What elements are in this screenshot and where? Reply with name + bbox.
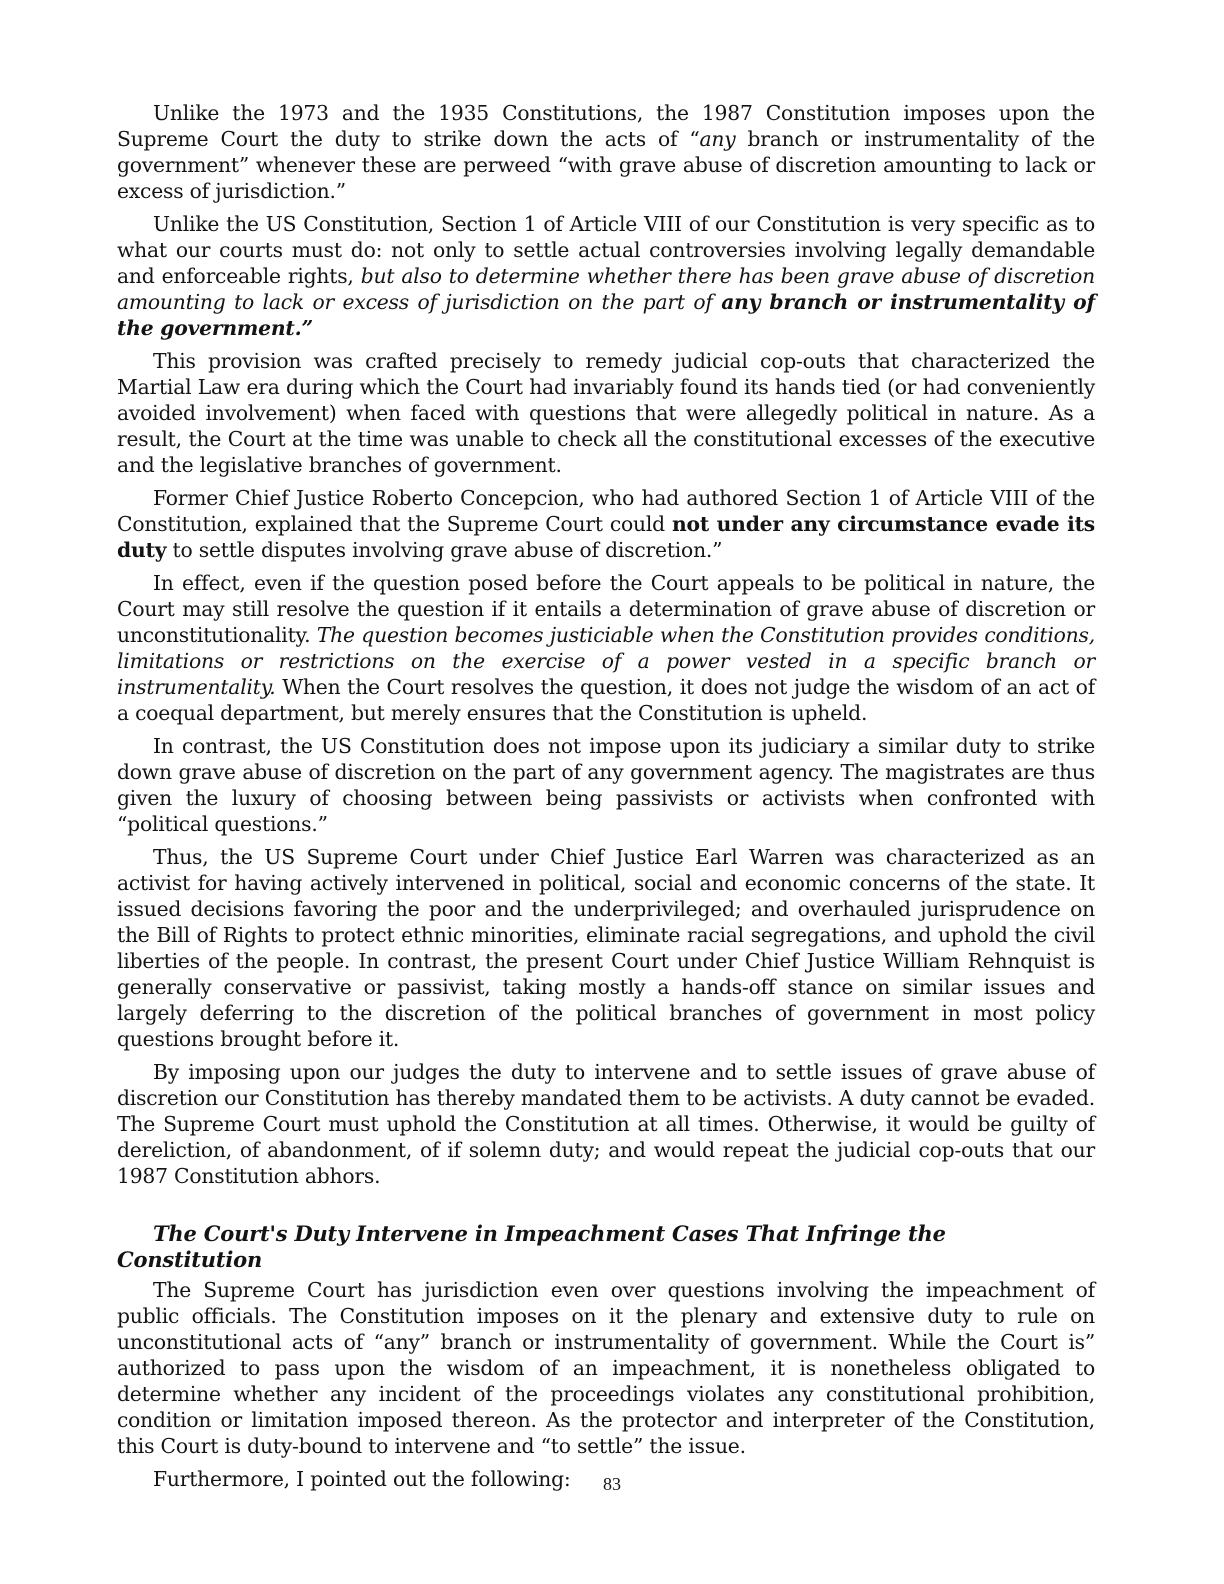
text-run: The question becomes justiciable when the Constitution provides conditions, limitations or restrictions on the exercise of a power vested in a specific branch or instrumentality. [117,623,1095,699]
paragraph [117,570,1095,726]
text-run: Unlike the US Constitution, Section 1 of Article VIII of our Constitution is very specific as to what our courts must do: not only to settle actual controversies involving legally demandable and enforceable rights, [117,212,1095,288]
text-run: This provision was crafted precisely to remedy judicial cop-outs that characterized the Martial Law era during which the Court had invariably found its hands tied (or had conveniently avoided involvement) when faced with questions that were allegedly political in nature. As a result, the Court at the time was unable to check all the constitutional excesses of the executive and the legislative branches of government. [117,349,1095,477]
text-run: branch or instrumentality of the government” whenever these are perweed “with grave abuse of discretion amounting to lack or excess of jurisdiction.” [117,127,1095,203]
text-run: In contrast, the US Constitution does not impose upon its judiciary a similar duty to strike down grave abuse of discretion on the part of any government agency. The magistrates are thus given the luxury of choosing between being passivists or activists when confronted with “political questions.” [117,734,1095,836]
text-run: Furthermore, I pointed out the following: [153,1467,571,1491]
text-run: Thus, the US Supreme Court under Chief Justice Earl Warren was characterized as an activist for having actively intervened in political, social and economic concerns of the state. It issued decisions favoring the poor and the underprivileged; and overhauled jurisprudence on the Bill of Rights to protect ethnic minorities, eliminate racial segregations, and uphold the civil liberties of the people. In contrast, the present Court under Chief Justice William Rehnquist is generally conservative or passivist, taking mostly a hands-off stance on similar issues and largely deferring to the discretion of the political branches of government in most policy questions brought before it. [117,845,1095,1051]
paragraph [117,348,1095,478]
text-run: not under any circumstance evade its duty [117,512,1095,562]
text-run: any branch or instrumentality of the government.” [117,290,1095,340]
paragraph [117,100,1095,204]
text-run: but also to determine whether there has been grave abuse of discretion amounting to lack or excess of jurisdiction on the part of [117,264,1095,314]
text-run: Former Chief Justice Roberto Concepcion, who had authored Section 1 of Article VIII of the Constitution, explained that the Supreme Court could [117,486,1095,536]
paragraph [117,211,1095,341]
paragraph [117,485,1095,563]
text-run: Unlike the 1973 and the 1935 Constitutions, the 1987 Constitution imposes upon the Supreme Court the duty to strike down the acts of “ [117,101,1095,151]
paragraph [117,1277,1095,1459]
text-run: When the Court resolves the question, it does not judge the wisdom of an act of a coequal department, but merely ensures that the Constitution is upheld. [117,675,1095,725]
page-number: 83 [603,1474,621,1494]
text-run: to settle disputes involving grave abuse of discretion.” [166,538,723,562]
paragraph [117,733,1095,837]
text-run: The Supreme Court has jurisdiction even over questions involving the impeachment of public officials. The Constitution imposes on it the plenary and extensive duty to rule on unconstitutional acts of “any” branch or instrumentality of government. While the Court is” authorized to pass upon the wisdom of an impeachment, it is nonetheless obligated to determine whether any incident of the proceedings violates any constitutional prohibition, condition or limitation imposed thereon. As the protector and interpreter of the Constitution, this Court is duty-bound to intervene and “to settle” the issue. [117,1278,1095,1458]
text-run: In effect, even if the question posed before the Court appeals to be political in nature, the Court may still resolve the question if it entails a determination of grave abuse of discretion or unconstitutionality. [117,571,1095,647]
body-text-after-heading [117,1277,1095,1492]
paragraph [117,844,1095,1052]
page-body [117,100,1095,1499]
text-run: any [699,127,736,151]
paragraph [117,1059,1095,1189]
body-text-before-heading [117,100,1095,1189]
section-heading: The Court's Duty Intervene in Impeachment Cases That Infringe the Constitution [117,1221,946,1272]
text-run: By imposing upon our judges the duty to intervene and to settle issues of grave abuse of discretion our Constitution has thereby mandated them to be activists. A duty cannot be evaded. The Supreme Court must uphold the Constitution at all times. Otherwise, it would be guilty of dereliction, of abandonment, of if solemn duty; and would repeat the judicial cop-outs that our 1987 Constitution abhors. [117,1060,1095,1188]
